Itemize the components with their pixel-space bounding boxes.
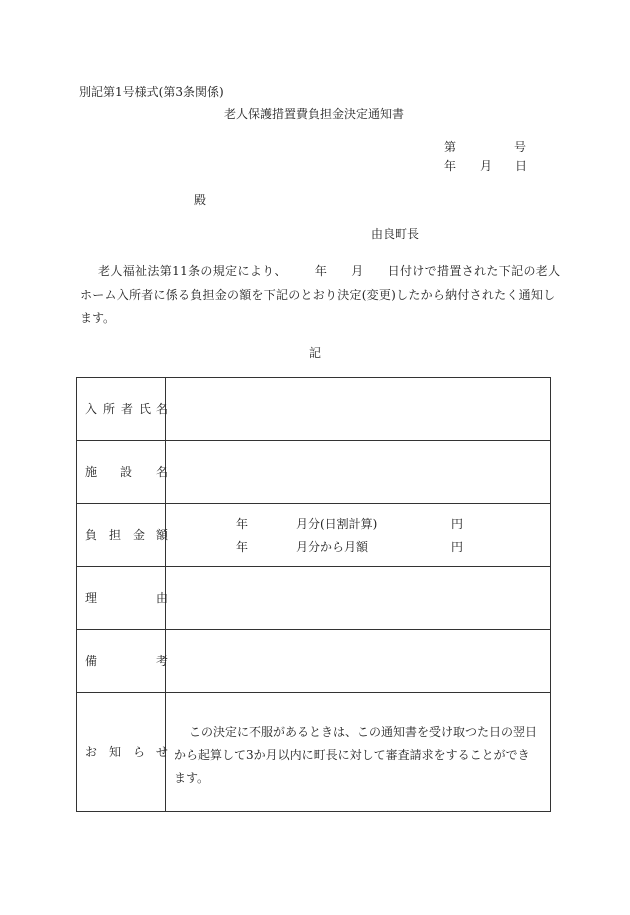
label-char: 由	[156, 591, 169, 605]
remarks-value-cell[interactable]	[166, 630, 551, 693]
label-char: 考	[156, 654, 169, 668]
label-char: 入	[85, 402, 98, 416]
label-char: せ	[156, 745, 169, 759]
body-text-line-2: ホーム入所者に係る負担金の額を下記のとおり決定(変更)したから納付されたく通知し	[80, 288, 556, 302]
charge-desc: 月分(日割計算)	[296, 517, 378, 531]
number-prefix: 第	[444, 140, 457, 154]
charge-label-cell	[77, 504, 169, 567]
remarks-label-cell	[77, 630, 169, 693]
date-year: 年	[444, 159, 457, 173]
form-number-label: 別記第1号様式(第3条関係)	[79, 85, 224, 99]
label-char: 担	[109, 528, 122, 542]
label-char: お	[85, 745, 98, 759]
charge-unit: 円	[451, 517, 464, 531]
details-table	[76, 377, 551, 812]
label-char: 設	[120, 465, 133, 479]
body-text-part: 老人福祉法第11条の規定により、	[98, 264, 287, 278]
label-char: 名	[156, 402, 169, 416]
reason-value-cell[interactable]	[166, 567, 551, 630]
body-text-part: 日付けで措置された下記の老人	[387, 264, 561, 278]
date-month: 月	[480, 159, 493, 173]
charge-unit: 円	[451, 540, 464, 554]
label-char: 負	[85, 528, 98, 542]
notice-label-cell	[77, 693, 169, 812]
number-suffix: 号	[514, 140, 527, 154]
label-char: 額	[156, 528, 169, 542]
date-day: 日	[515, 159, 528, 173]
charge-value-cell[interactable]	[166, 504, 551, 567]
charge-year: 年	[236, 540, 249, 554]
notice-line: この決定に不服があるときは、この通知書を受け取つた日の翌日	[189, 725, 538, 739]
label-char: 氏	[139, 402, 152, 416]
label-char: 備	[85, 654, 98, 668]
label-char: 理	[85, 591, 98, 605]
notice-line: から起算して3か月以内に町長に対して審査請求をすることができ	[174, 748, 530, 762]
notice-text-cell	[166, 693, 551, 812]
label-char: 知	[109, 745, 122, 759]
body-text-line-3: ます。	[80, 311, 116, 325]
notice-line: ます。	[174, 771, 210, 785]
facility-label-cell	[77, 441, 169, 504]
body-text-line-1	[98, 265, 561, 277]
facility-value-cell[interactable]	[166, 441, 551, 504]
reason-label-cell	[77, 567, 169, 630]
resident-name-value-cell[interactable]	[166, 378, 551, 441]
issuer-name: 由良町長	[371, 227, 420, 241]
body-year: 年	[314, 264, 328, 278]
label-char: 名	[156, 465, 169, 479]
resident-name-label-cell	[77, 378, 169, 441]
label-char: ら	[133, 745, 146, 759]
charge-desc: 月分から月額	[296, 540, 369, 554]
body-month: 月	[351, 264, 364, 278]
charge-year: 年	[236, 517, 249, 531]
label-char: 所	[103, 402, 116, 416]
label-char: 施	[85, 465, 98, 479]
label-char: 者	[121, 402, 134, 416]
document-title: 老人保護措置費負担金決定通知書	[224, 107, 405, 121]
label-char: 金	[133, 528, 146, 542]
ki-heading: 記	[309, 346, 322, 360]
addressee-suffix: 殿	[194, 193, 207, 207]
